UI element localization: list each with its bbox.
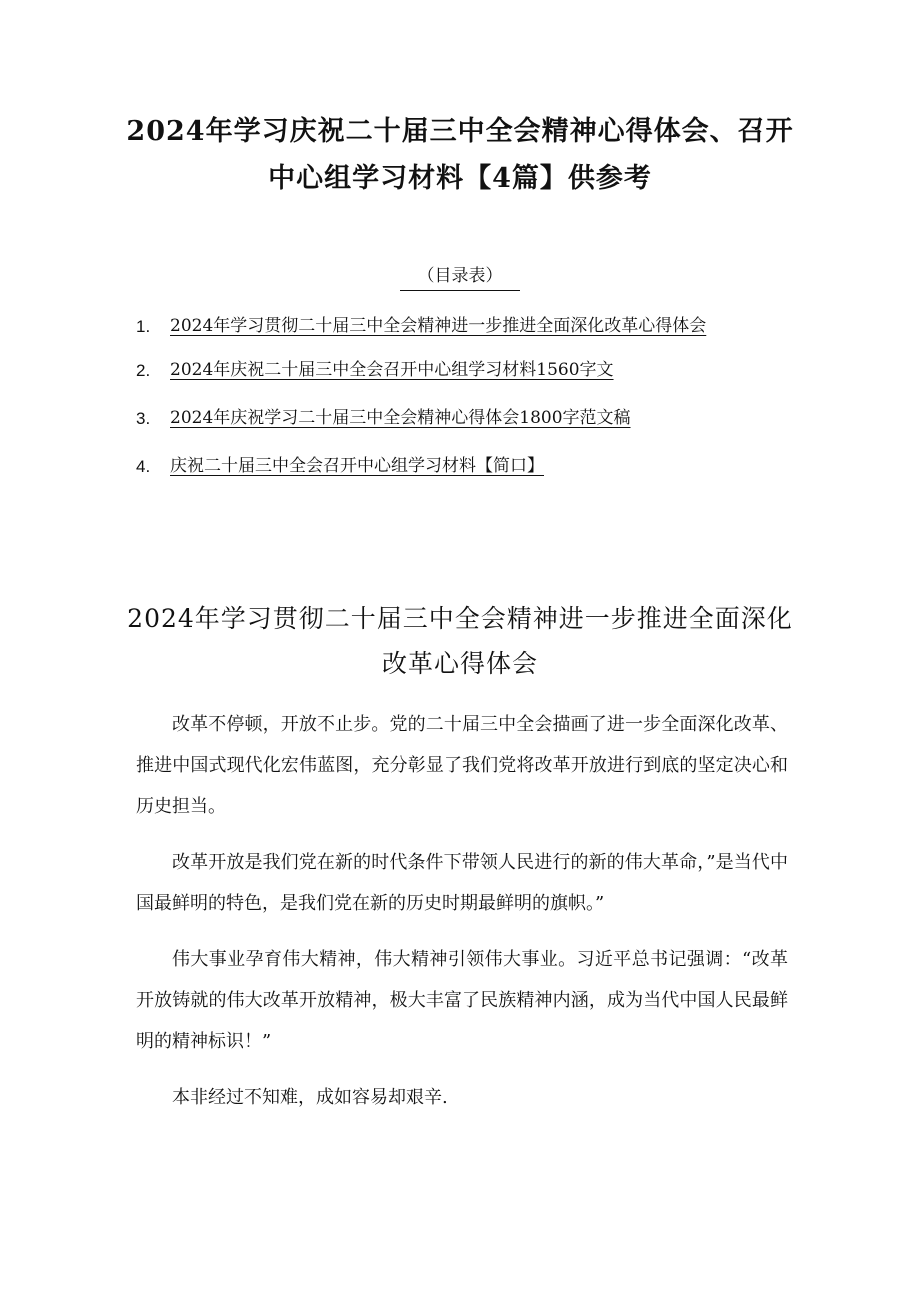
toc-link-4[interactable]: 庆祝二十届三中全会召开中心组学习材料【简口】 (170, 456, 544, 476)
toc-item-number: 4. (136, 457, 151, 476)
toc-link-1[interactable]: 2024年学习贯彻二十届三中全会精神进一步推进全面深化改革心得体会 (170, 316, 707, 336)
paragraph-4: 本非经过不知难，成如容易却艰辛. (172, 1087, 448, 1108)
toc-item-number: 1. (136, 317, 151, 336)
toc-item-4 (136, 452, 796, 481)
document-title: 2024年学习庆祝二十届三中全会精神心得体会、召开中心组学习材料【4篇】供参考 (126, 116, 794, 194)
paragraph-1: 改革不停顿，开放不止步。党的二十届三中全会描画了进一步全面深化改革、推进中国式现代化宏伟蓝图，充分彰显了我们党将改革开放进行到底的坚定决心和历史担当。 (136, 714, 788, 817)
toc-link-3[interactable]: 2024年庆祝学习二十届三中全会精神心得体会1800字范文稿 (170, 408, 631, 428)
toc-item-1 (136, 301, 796, 352)
toc-item-number: 3. (136, 409, 151, 428)
section-body (136, 704, 788, 1133)
toc-item-3 (136, 404, 796, 433)
table-of-contents (136, 312, 796, 500)
toc-item-2 (136, 356, 796, 385)
section-title: 2024年学习贯彻二十届三中全会精神进一步推进全面深化改革心得体会 (127, 604, 793, 678)
paragraph-2: 改革开放是我们党在新的时代条件下带领人民进行的新的伟大革命，”是当代中国最鲜明的特色，是我们党在新的历史时期最鲜明的旗帜。” (136, 852, 788, 914)
toc-heading: （目录表） (400, 262, 520, 291)
toc-link-2[interactable]: 2024年庆祝二十届三中全会召开中心组学习材料1560字文 (170, 360, 614, 380)
paragraph-3: 伟大事业孕育伟大精神，伟大精神引领伟大事业。习近平总书记强调：“改革开放铸就的伟大改革开放精神，极大丰富了民族精神内涵，成为当代中国人民最鲜明的精神标识！” (136, 949, 788, 1052)
toc-item-number: 2. (136, 361, 151, 380)
